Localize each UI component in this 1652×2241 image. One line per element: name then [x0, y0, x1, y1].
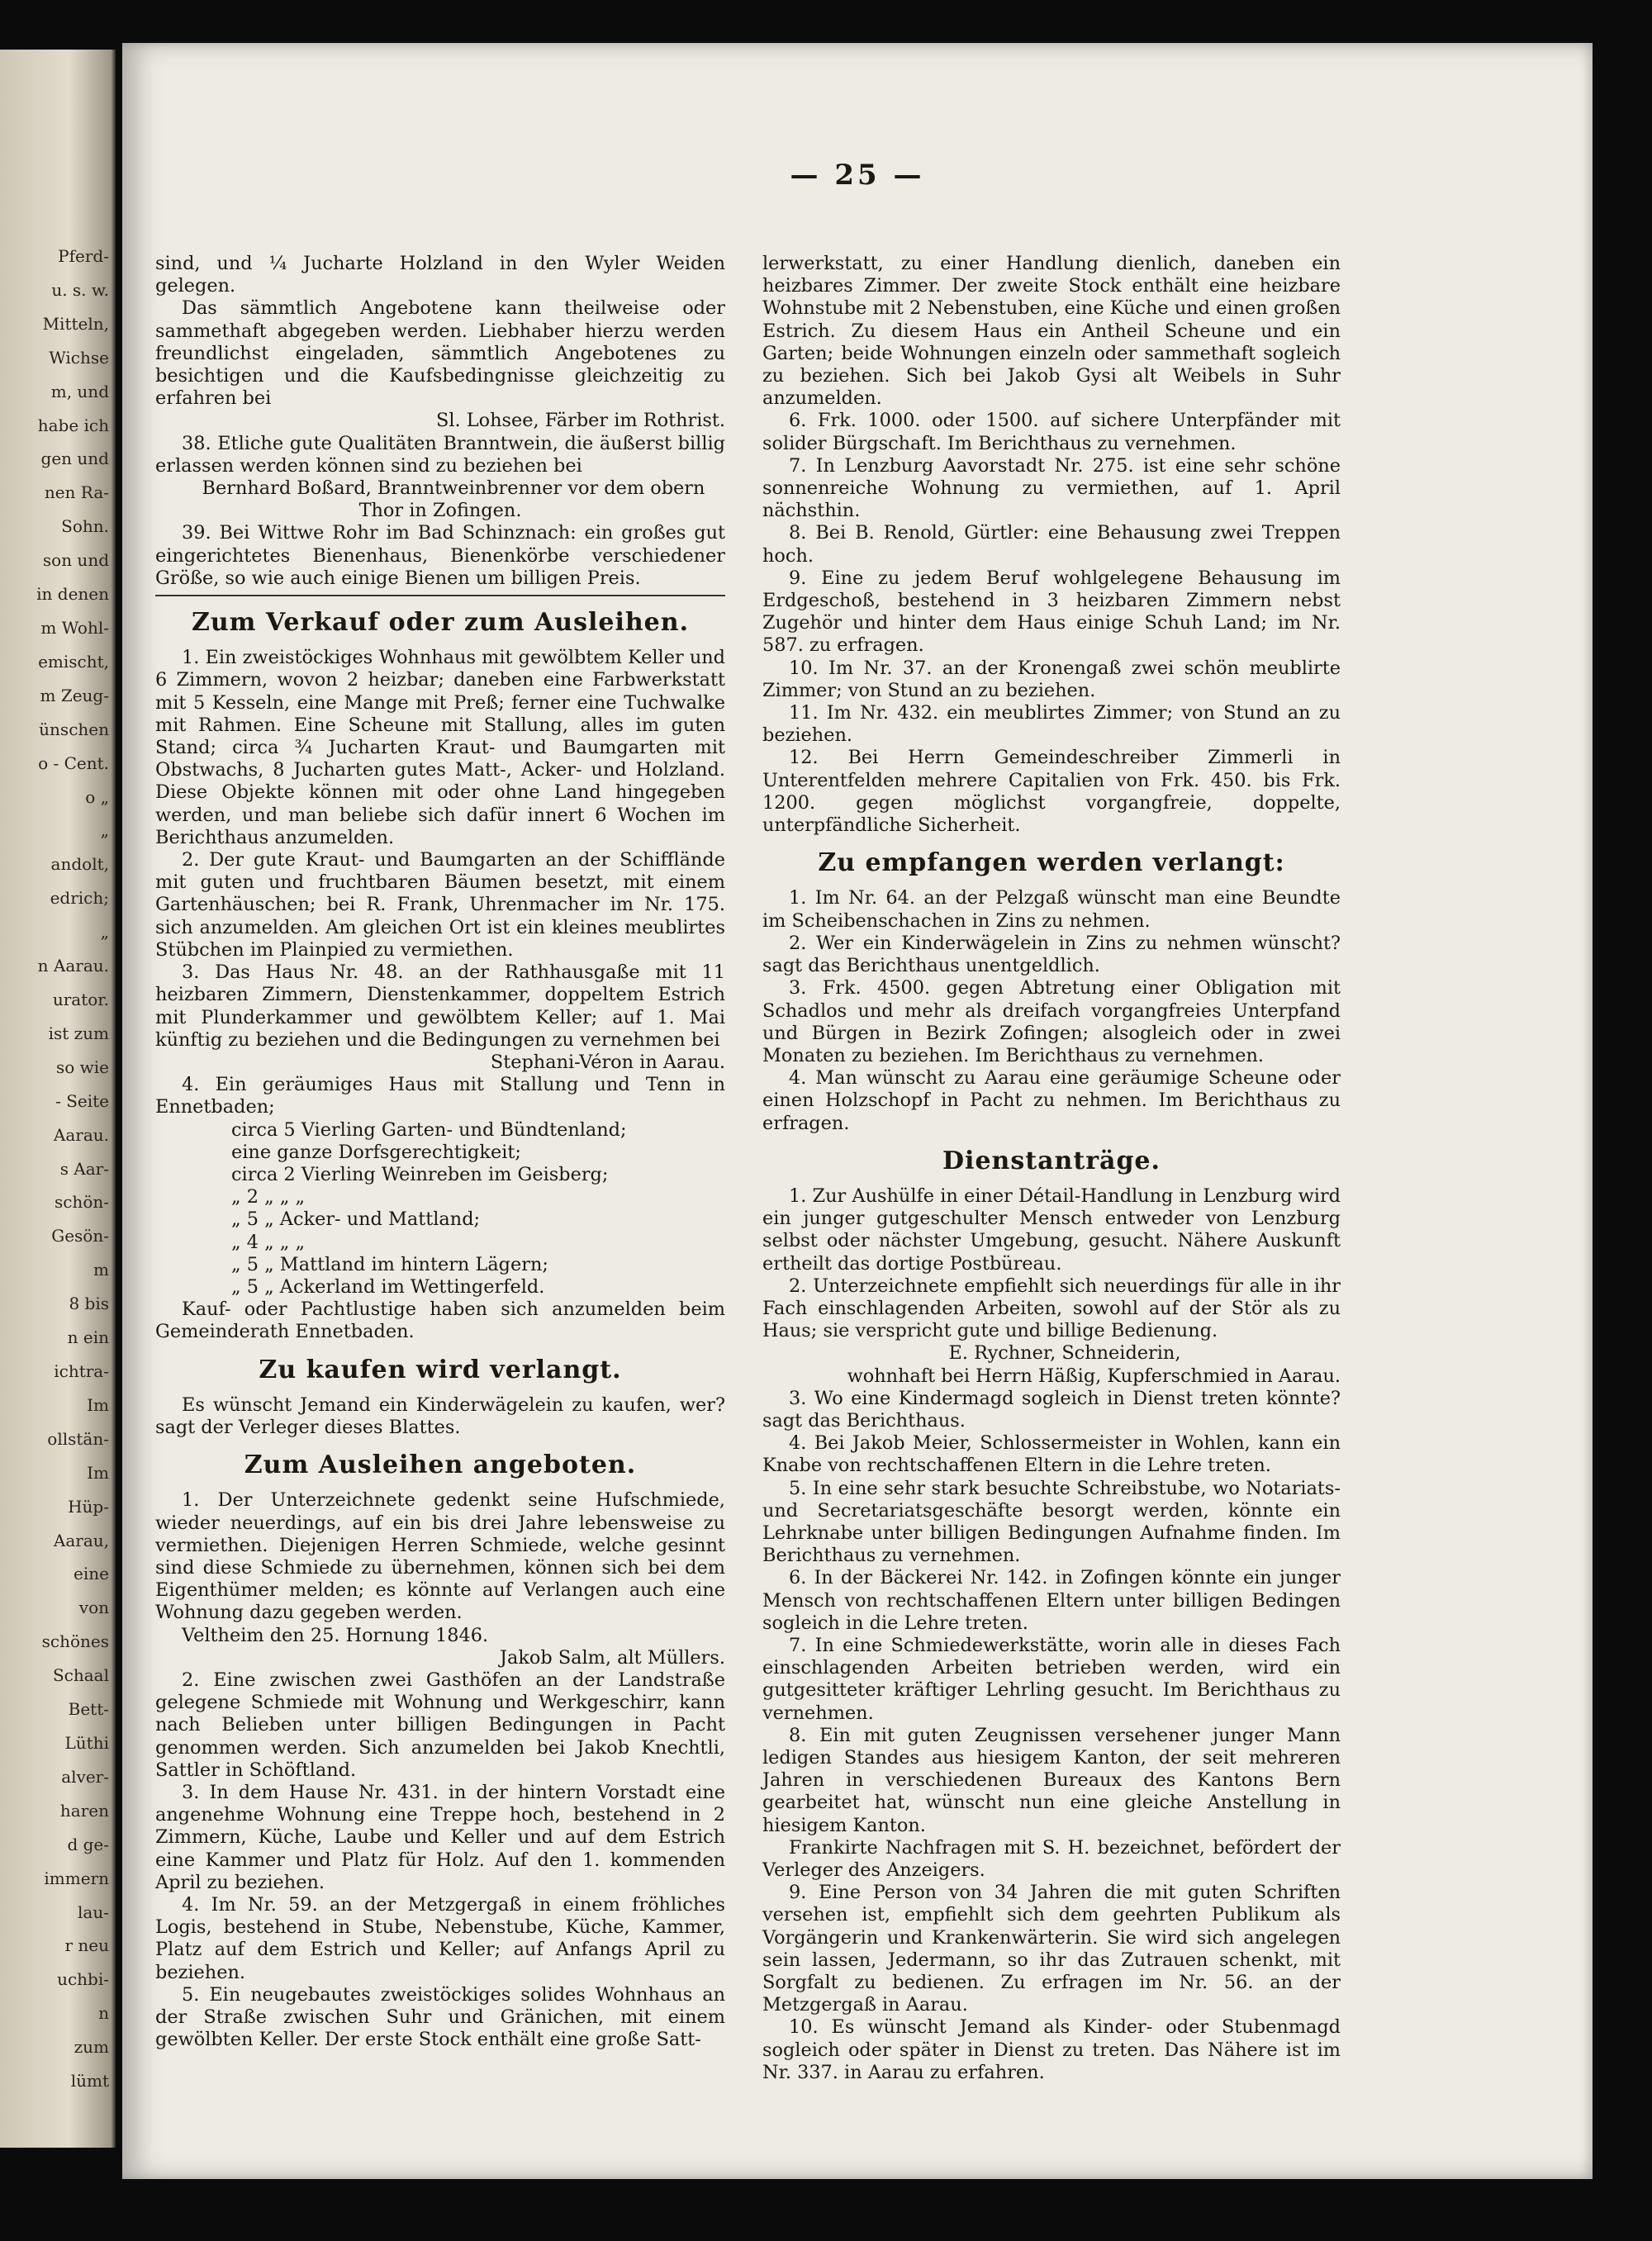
left-column	[155, 253, 725, 2051]
spine-text-fragment: lau-	[78, 1902, 109, 1922]
newspaper-page	[122, 43, 1593, 2179]
spine-text-fragment: - Seite	[55, 1090, 109, 1111]
notice-item: 8. Ein mit guten Zeugnissen versehener junger Mann ledigen Standes aus hiesigem Kanton, der seit mehreren Jahren in verschiedenen Bureaux des Kantons Bern gearbeitet hat, wünscht nun eine gleiche Anstellung in hiesigem Kanton.	[762, 1724, 1341, 1836]
spine-text-fragment: schönes	[41, 1631, 109, 1652]
spine-text-fragment: n Aarau.	[37, 956, 109, 976]
spine-text-fragment: gen und	[40, 449, 109, 469]
spine-text-fragment: andolt,	[50, 854, 109, 875]
dateline: Veltheim den 25. Hornung 1846.	[182, 1624, 489, 1646]
notice-item: 4. Bei Jakob Meier, Schlossermeister in Wohlen, kann ein Knabe von rechtschaffenen Eltern in die Lehre treten.	[762, 1432, 1341, 1477]
spine-text-fragment: Im	[87, 1462, 109, 1483]
signature: E. Rychner, Schneiderin,	[948, 1342, 1181, 1365]
notice-item: 9. Eine zu jedem Beruf wohlgelegene Behausung im Erdgeschoß, bestehend in 3 heizbaren Zimmern nebst Zugehör und hinter dem Haus einige Schuh Land; im Nr. 587. zu erfragen.	[762, 567, 1341, 657]
list-item: „ 5 „ Mattland im hintern Lägern;	[231, 1253, 548, 1275]
spine-text-fragment: m Zeug-	[40, 685, 109, 705]
notice-item: 4. Im Nr. 59. an der Metzgergaß in einem fröhliches Logis, bestehend in Stube, Nebenstube, Küche, Kammer, Platz auf dem Estrich und Keller; auf Anfangs April zu beziehen.	[155, 1894, 725, 1983]
list-item: circa 5 Vierling Garten- und Bündtenland;	[231, 1118, 627, 1141]
spine-text-fragment: m, und	[50, 381, 109, 401]
notice-item: 10. Es wünscht Jemand als Kinder- oder Stubenmagd sogleich oder später in Dienst zu treten. Das Nähere ist im Nr. 337. in Aarau zu erfahren.	[762, 2016, 1341, 2083]
spine-text-fragment: 8 bis	[69, 1294, 109, 1314]
notice-item: 5. In eine sehr stark besuchte Schreibstube, wo Notariats- und Secretariatsgeschäfte besorgt werden, könnte ein Lehrknabe unter billigen Bedingungen Aufnahme finden. Im Berichthaus zu vernehmen.	[762, 1477, 1341, 1567]
spine-text-fragment: Lüthi	[64, 1733, 109, 1753]
notice-item: 3. Frk. 4500. gegen Abtretung einer Obligation mit Schadlos und mehr als dreifach vorgangfreies Unterpfand und Bürgen in Bezirk Zofingen; alsogleich oder in zwei Monaten zu beziehen. Im Berichthaus zu vernehmen.	[762, 977, 1341, 1066]
spine-text-fragment: in denen	[36, 584, 109, 605]
notice-item: 1. Im Nr. 64. an der Pelzgaß wünscht man eine Beundte im Scheibenschachen in Zins zu nehmen.	[762, 887, 1341, 932]
notice-item: 2. Eine zwischen zwei Gasthöfen an der Landstraße gelegene Schmiede mit Wohnung und Werkgeschirr, kann nach Belieben unter billigen Bedingungen in Pacht genommen werden. Sich anzumelden bei Jakob Knechtli, Sattler in Schöftland.	[155, 1669, 725, 1781]
notice-item: 9. Eine Person von 34 Jahren die mit guten Schriften versehen ist, empfiehlt sich dem geehrten Publikum als Vorgängerin und Krankenwärterin. Sie wird sich angelegen sein lassen, Jedermann, so ihr das Zutrauen schenkt, mit Sorgfalt zu bedienen. Zu erfragen im Nr. 56. an der Metzgergaß in Aarau.	[762, 1882, 1341, 2016]
spine-text-fragment: von	[78, 1598, 109, 1618]
notice-item: 7. In eine Schmiedewerkstätte, worin alle in dieses Fach einschlagenden Arbeiten betrieben werden, wird ein gutgesitteter kräftiger Lehrling gesucht. Im Berichthaus zu vernehmen.	[762, 1634, 1341, 1724]
spine-text-fragment: u. s. w.	[51, 279, 109, 300]
notice-item: 12. Bei Herrn Gemeindeschreiber Zimmerli in Unterentfelden mehrere Capitalien von Frk. 450. bis Frk. 1200. gegen möglichst vorgangfreie, doppelte, unterpfändliche Sicherheit.	[762, 747, 1341, 837]
spine-text-fragment: Aarau,	[53, 1530, 109, 1550]
notice-item: Es wünscht Jemand ein Kinderwägelein zu kaufen, wer? sagt der Verleger dieses Blattes.	[155, 1394, 725, 1438]
divider	[155, 595, 725, 596]
notice-item: 3. In dem Hause Nr. 431. in der hintern Vorstadt eine angenehme Wohnung eine Treppe hoch, bestehend in 2 Zimmern, Küche, Laube und Keller und auf dem Estrich eine Kammer und Platz für Holz. Auf den 1. kommenden April zu beziehen.	[155, 1782, 725, 1893]
spine-text-fragment: Sohn.	[61, 516, 109, 537]
list-item: „ 5 „ Acker- und Mattland;	[231, 1208, 481, 1231]
spine-text-fragment: so wie	[55, 1056, 109, 1077]
notice-item: 3. Das Haus Nr. 48. an der Rathhausgaße mit 11 heizbaren Zimmern, Dienstenkammer, doppeltem Estrich mit Plunderkammer und gewölbtem Keller; auf 1. Mai künftig zu beziehen und die Bedingungen zu vernehmen bei	[155, 961, 725, 1051]
spine-text-fragment: m Wohl-	[40, 618, 109, 638]
spine-text-fragment: m	[93, 1260, 109, 1280]
spine-text-fragment: „	[100, 922, 109, 942]
spine-text-fragment: r neu	[64, 1935, 109, 1956]
spine-text-fragment: ünschen	[39, 719, 109, 739]
spine-text-fragment: Gesön-	[51, 1226, 109, 1246]
spine-text-fragment: uchbi-	[57, 1969, 109, 1990]
spine-text-fragment: Hüp-	[68, 1496, 109, 1517]
signature: Jakob Salm, alt Müllers.	[500, 1646, 725, 1669]
notice-item: 7. In Lenzburg Aavorstadt Nr. 275. ist eine sehr schöne sonnenreiche Wohnung zu vermiethen, auf 1. April nächsthin.	[762, 454, 1341, 522]
section-heading: Zu kaufen wird verlangt.	[259, 1355, 622, 1384]
section-heading: Zum Ausleihen angeboten.	[244, 1450, 637, 1480]
spine-text-fragment: ollstän-	[47, 1428, 109, 1449]
section-heading: Zum Verkauf oder zum Ausleihen.	[191, 608, 690, 638]
right-column	[762, 253, 1341, 2084]
notice-item: 1. Der Unterzeichnete gedenkt seine Hufschmiede, wieder neuerdings, auf ein bis drei Jahre lebensweise zu vermiethen. Diejenigen Herren Schmiede, welche gesinnt sind diese Schmiede zu übernehmen, können sich bei dem Eigenthümer melden; es könnte auf Verlangen auch eine Wohnung dazu gegeben werden.	[155, 1489, 725, 1624]
notice-item: 3. Wo eine Kindermagd sogleich in Dienst treten könnte? sagt das Berichthaus.	[762, 1387, 1341, 1431]
notice-item: 10. Im Nr. 37. an der Kronengaß zwei schön meublirte Zimmer; von Stund an zu beziehen.	[762, 657, 1341, 701]
page-number: — 25 —	[790, 159, 925, 192]
spine-text-fragment: o „	[85, 786, 109, 807]
spine-text-fragment: ist zum	[48, 1023, 109, 1043]
section-heading: Zu empfangen werden verlangt:	[818, 848, 1285, 878]
notice-item: 38. Etliche gute Qualitäten Branntwein, die äußerst billig erlassen werden können sind zu beziehen bei	[155, 432, 725, 477]
list-item: eine ganze Dorfsgerechtigkeit;	[231, 1141, 521, 1163]
paragraph: Das sämmtlich Angebotene kann theilweise oder sammethaft abgegeben werden. Liebhaber hierzu werden freundlichst eingeladen, sämmtlich Angebotenes zu besichtigen und die Kaufsbedingnisse gleichzeitig zu erfahren bei	[155, 297, 725, 410]
notice-item: 2. Der gute Kraut- und Baumgarten an der Schifflände mit guten und fruchtbaren Bäumen besetzt, mit einem Gartenhäuschen; bei R. Frank, Uhrenmacher im Nr. 175. sich anzumelden. Am gleichen Ort ist ein kleines meublirtes Stübchen im Plainpied zu vermiethen.	[155, 849, 725, 961]
spine-text-fragment: Mitteln,	[42, 313, 109, 334]
property-list	[155, 1119, 725, 1299]
notice-item: 2. Unterzeichnete empfiehlt sich neuerdings für alle in ihr Fach einschlagenden Arbeiten, sowohl auf der Stör als zu Haus; sie verspricht gute und billige Bedienung.	[762, 1275, 1341, 1342]
paragraph: lerwerkstatt, zu einer Handlung dienlich, daneben ein heizbares Zimmer. Der zweite Stock enthält eine heizbare Wohnstube mit 2 Nebenstuben, eine Küche und einen großen Estrich. Zu diesem Haus ein Antheil Scheune und ein Garten; beide Wohnungen einzeln oder sammethaft sogleich zu beziehen. Sich bei Jakob Gysi alt Weibels in Suhr anzumelden.	[762, 253, 1341, 410]
previous-page-edge	[0, 50, 116, 2148]
notice-item: 5. Ein neugebautes zweistöckiges solides Wohnhaus an der Straße zwischen Suhr und Gränichen, mit einem gewölbten Keller. Der erste Stock enthält eine große Satt-	[155, 1983, 725, 2051]
spine-text-fragment: habe ich	[37, 415, 109, 435]
paragraph: Kauf- oder Pachtlustige haben sich anzumelden beim Gemeinderath Ennetbaden.	[155, 1299, 725, 1343]
notice-item: 2. Wer ein Kinderwägelein in Zins zu nehmen wünscht? sagt das Berichthaus unentgeldlich.	[762, 932, 1341, 977]
spine-text-fragment: alver-	[61, 1766, 109, 1787]
spine-text-fragment: Bett-	[68, 1699, 109, 1720]
notice-item: 4. Man wünscht zu Aarau eine geräumige Scheune oder einen Holzschopf in Pacht zu nehmen. Im Berichthaus zu erfragen.	[762, 1067, 1341, 1134]
list-item: „ 5 „ Ackerland im Wettingerfeld.	[231, 1275, 545, 1298]
notice-item: 39. Bei Wittwe Rohr im Bad Schinznach: ein großes gut eingerichtetes Bienenhaus, Bienenkörbe verschiedener Größe, so wie auch einige Bienen um billigen Preis.	[155, 522, 725, 589]
notice-item: 1. Zur Aushülfe in einer Détail-Handlung in Lenzburg wird ein junger gutgeschulter Mensch entweder von Lenzburg selbst oder nächster Umgebung, gesucht. Nähere Auskunft ertheilt das dortige Postbüreau.	[762, 1185, 1341, 1275]
notice-item: 8. Bei B. Renold, Gürtler: eine Behausung zwei Treppen hoch.	[762, 522, 1341, 567]
list-item: „ 2 „ „ „	[231, 1186, 306, 1208]
signature: wohnhaft bei Herrn Häßig, Kupferschmied in Aarau.	[847, 1365, 1341, 1387]
spine-text-fragment: lümt	[70, 2071, 109, 2091]
spine-text-fragment: immern	[44, 1868, 109, 1888]
spine-text-fragment: ichtra-	[54, 1361, 109, 1381]
notice-item: 4. Ein geräumiges Haus mit Stallung und Tenn in Ennetbaden;	[155, 1074, 725, 1118]
notice-item: 6. In der Bäckerei Nr. 142. in Zofingen könnte ein junger Mensch von rechtschaffenen Eltern unter billigen Bedingen sogleich in die Lehre treten.	[762, 1567, 1341, 1634]
spine-text-fragment: Schaal	[52, 1665, 109, 1686]
spine-text-fragment: haren	[59, 1800, 109, 1821]
spine-text-fragment: n ein	[67, 1327, 109, 1348]
spine-text-fragment: zum	[74, 2037, 109, 2058]
spine-text-fragment: o - Cent.	[38, 753, 109, 773]
spine-text-fragment: „	[100, 820, 109, 841]
spine-text-fragment: emischt,	[38, 651, 109, 672]
section-heading: Dienstanträge.	[942, 1146, 1161, 1175]
notice-item: 11. Im Nr. 432. ein meublirtes Zimmer; von Stund an zu beziehen.	[762, 702, 1341, 747]
spine-text-fragment: son und	[42, 550, 109, 571]
spine-text-fragment: urator.	[52, 990, 109, 1009]
spine-text-fragment: schön-	[54, 1192, 109, 1213]
spine-text-fragment: Aarau.	[53, 1124, 109, 1145]
notice-item: 1. Ein zweistöckiges Wohnhaus mit gewölbtem Keller und 6 Zimmern, wovon 2 heizbar; daneben eine Farbwerkstatt mit 5 Kesseln, eine Mange mit Preß; ferner eine Tuchwalke mit Rahmen. Eine Scheune mit Stallung, alles im guten Stand; circa ¾ Jucharten Kraut- und Baumgarten mit Obstwachs, 8 Jucharten gutes Matt-, Acker- und Holzland. Diese Objekte können mit oder ohne Land hingegeben werden, und man beliebe sich dafür innert 6 Wochen im Berichthaus anzumelden.	[155, 647, 725, 848]
spine-text-fragment: Pferd-	[58, 246, 109, 266]
list-item: „ 4 „ „ „	[231, 1231, 306, 1253]
paragraph: Frankirte Nachfragen mit S. H. bezeichnet, befördert der Verleger des Anzeigers.	[762, 1836, 1341, 1882]
spine-text-fragment: s Aar-	[59, 1158, 109, 1179]
spine-text-fragment: d ge-	[67, 1834, 109, 1854]
list-item: circa 2 Vierling Weinreben im Geisberg;	[231, 1163, 609, 1185]
spine-text-fragment: Wichse	[49, 347, 109, 368]
spine-text-fragment: edrich;	[50, 888, 109, 909]
spine-text-fragment: nen Ra-	[44, 482, 109, 503]
signature: Bernhard Boßard, Branntweinbrenner vor dem obern Thor in Zofingen.	[202, 477, 705, 522]
spine-text-fragment: eine	[74, 1564, 109, 1584]
paragraph: sind, und ¼ Jucharte Holzland in den Wyler Weiden gelegen.	[155, 253, 725, 297]
signature: Stephani-Véron in Aarau.	[490, 1051, 725, 1073]
spine-text-fragment: n	[98, 2003, 109, 2024]
notice-item: 6. Frk. 1000. oder 1500. auf sichere Unterpfänder mit solider Bürgschaft. Im Berichthaus zu vernehmen.	[762, 410, 1341, 454]
spine-text-fragment: Im	[87, 1394, 109, 1415]
signature: Sl. Lohsee, Färber im Rothrist.	[436, 410, 725, 432]
